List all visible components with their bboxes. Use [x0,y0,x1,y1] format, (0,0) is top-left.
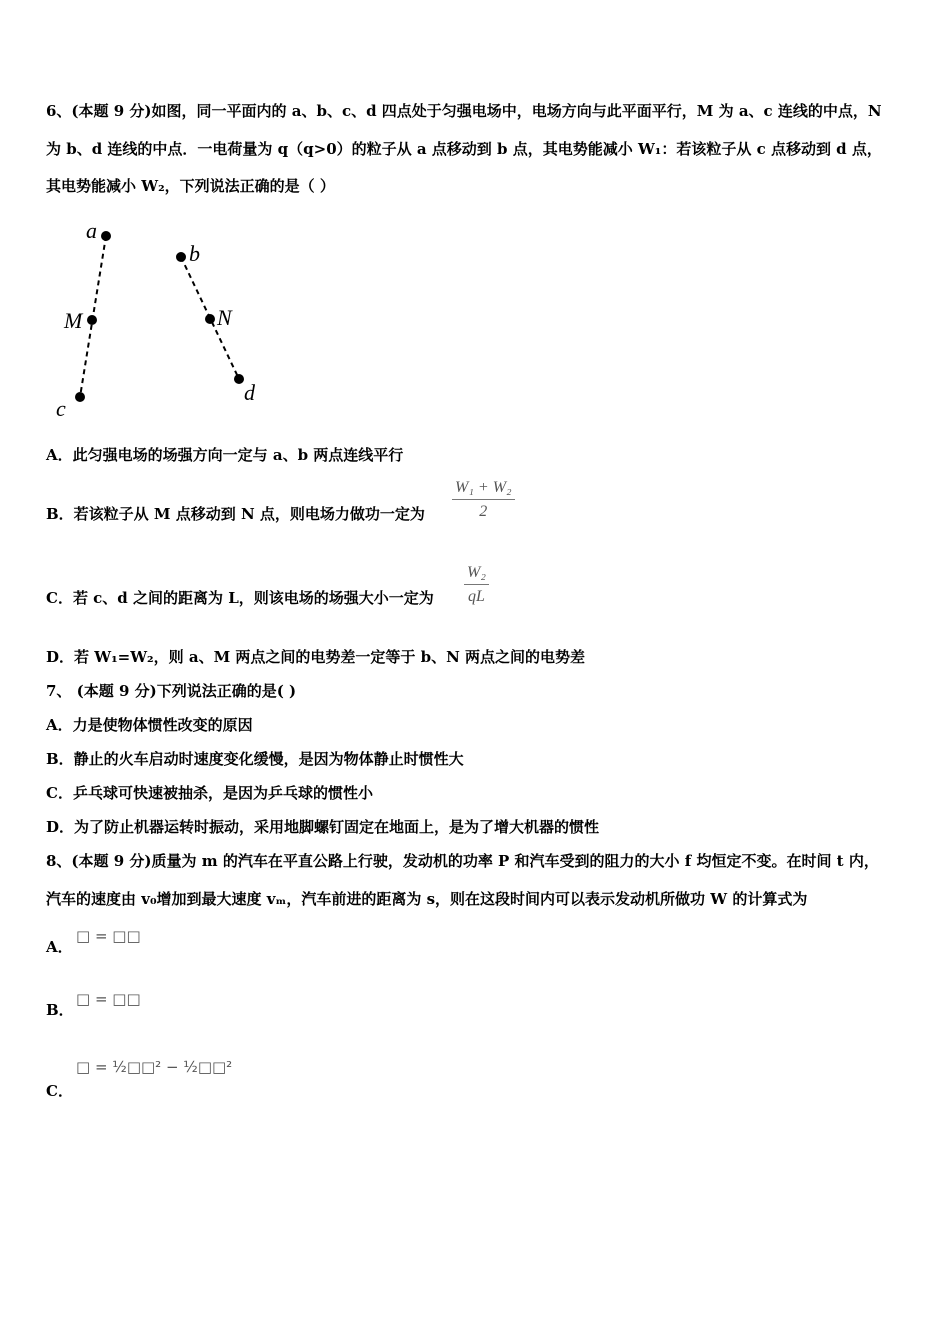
fraction-denominator: qL [467,588,485,605]
q6-option-c-fraction [464,563,489,607]
q7-option-b: B．静止的火车启动时速度变化缓慢，是因为物体静止时惯性大 [46,750,464,768]
q8-option-a-formula: □ = □□ [76,927,141,945]
point-a [101,231,111,241]
q7-option-d: D．为了防止机器运转时振动，采用地脚螺钉固定在地面上，是为了增大机器的惯性 [46,818,600,836]
q8-stem-line-2: 汽车的速度由 v₀增加到最大速度 vₘ，汽车前进的距离为 s，则在这段时间内可以表示发动机所做功 W 的计算式为 [46,890,808,908]
q6-option-a: A．此匀强电场的场强方向一定与 a、b 两点连线平行 [46,446,404,464]
label-a: a [86,218,97,243]
q6-stem-line-2: 为 b、d 连线的中点．一电荷量为 q（q>0）的粒子从 a 点移动到 b 点，其电势能减小 W₁：若该粒子从 c 点移动到 d 点， [46,140,882,158]
point-c [75,392,85,402]
label-b: b [189,241,200,266]
q7-option-a: A．力是使物体惯性改变的原因 [46,716,253,734]
fraction-numerator: W₁ + W₂ [452,478,515,500]
label-d: d [244,380,255,405]
fraction-numerator: W₂ [464,563,489,585]
q8-stem-line-1: 8、(本题 9 分)质量为 m 的汽车在平直公路上行驶，发动机的功率 P 和汽车受到的阻力的大小 f 均恒定不变。在时间 t 内， [46,852,879,870]
q7-option-c: C．乒乓球可快速被抽杀，是因为乒乓球的惯性小 [46,784,373,802]
q7-stem: 7、 (本题 9 分)下列说法正确的是( ) [46,682,297,700]
point-M [87,315,97,325]
q6-stem-line-1: 6、(本题 9 分)如图，同一平面内的 a、b、c、d 四点处于匀强电场中，电场方向与此平面平行，M 为 a、c 连线的中点，N [46,102,882,120]
q8-option-b-label: B． [46,1001,74,1019]
q8-option-c-formula: □ = ½□□² − ½□□² [76,1058,233,1076]
fraction-denominator: 2 [479,503,488,520]
label-M: M [64,308,83,333]
q8-option-c-label: C． [46,1082,73,1100]
point-N [205,314,215,324]
q6-option-b: B．若该粒子从 M 点移动到 N 点，则电场力做功一定为 [46,505,425,523]
q8-option-b-formula: □ = □□ [76,990,141,1008]
q6-option-d: D．若 W₁=W₂，则 a、M 两点之间的电势差一定等于 b、N 两点之间的电势差 [46,648,586,666]
label-N: N [217,305,232,330]
q6-option-c: C．若 c、d 之间的距离为 L，则该电场的场强大小一定为 [46,589,434,607]
point-d [234,374,244,384]
q6-figure [50,215,280,425]
point-b [176,252,186,262]
q6-stem-line-3: 其电势能减小 W₂，下列说法正确的是（ ） [46,177,335,195]
q8-option-a-label: A． [46,938,73,956]
q6-option-b-fraction [452,478,515,522]
label-c: c [56,396,66,421]
